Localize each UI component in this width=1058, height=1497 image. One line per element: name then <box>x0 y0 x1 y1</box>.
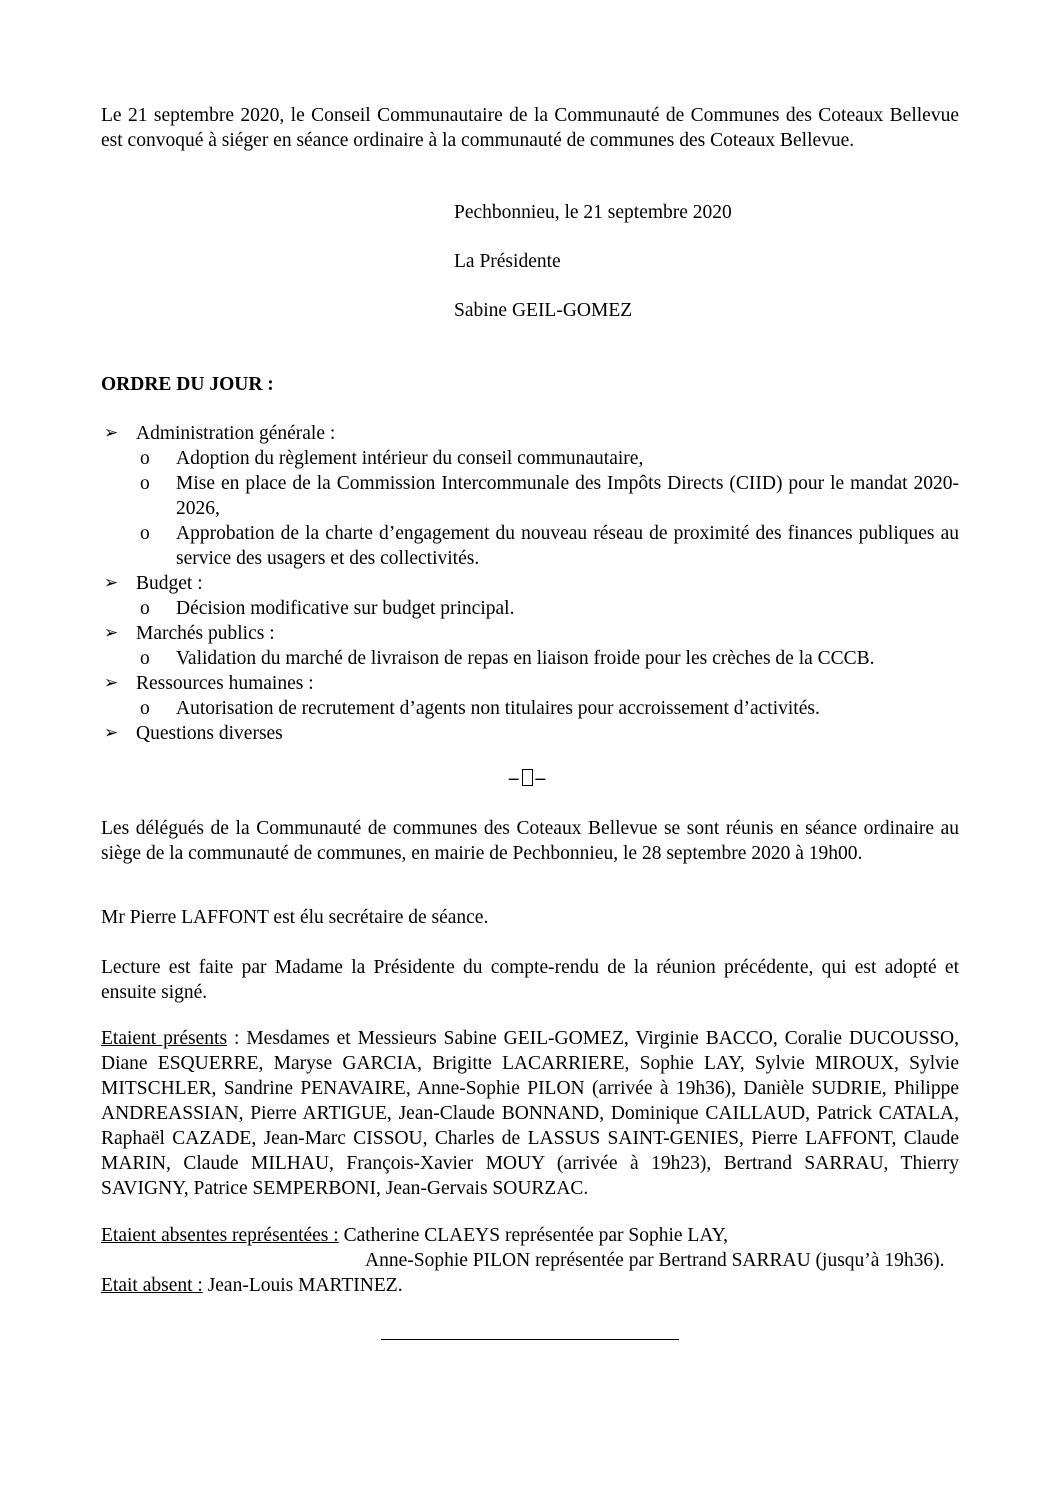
signature-name: Sabine GEIL-GOMEZ <box>454 300 633 321</box>
absent-represented-2: Anne-Sophie PILON représentée par Bertrand SARRAU (jusqu’à 19h36). <box>365 1250 945 1271</box>
agenda-sublist <box>136 446 959 571</box>
present-label: Etaient présents <box>101 1028 228 1049</box>
agenda-item-text: Mise en place de la Commission Intercommunale des Impôts Directs (CIID) pour le mandat 2020-2026, <box>176 473 959 519</box>
present-list: : Mesdames et Messieurs Sabine GEIL-GOMEZ, Virginie BACCO, Coralie DUCOUSSO, Diane ESQUERRE, Maryse GARCIA, Brigitte LACARRIERE, Sophie LAY, Sylvie MIROUX, Sylvie MITSCHLER, Sandrine PENAVAIRE, Anne-Sophie PILON (arrivée à 19h36), Danièle SUDRIE, Philippe ANDREASSIAN, Pierre ARTIGUE, Jean-Claude BONNAND, Dominique CAILLAUD, Patrick CATALA, Raphaël CAZADE, Jean-Marc CISSOU, Charles de LASSUS SAINT-GENIES, Pierre LAFFONT, Claude MARIN, Claude MILHAU, François-Xavier MOUY (arrivée à 19h23), Bertrand SARRAU, Thierry SAVIGNY, Patrice SEMPERBONI, Jean-Gervais SOURZAC. <box>101 1028 960 1199</box>
closing-rule <box>381 1339 679 1340</box>
agenda-section <box>101 721 959 746</box>
arrow-bullet-icon: ➢ <box>104 423 119 443</box>
meeting-paragraph: Les délégués de la Communauté de communes des Coteaux Bellevue se sont réunis en séance ordinaire au siège de la communauté de communes, en mairie de Pechbonnieu, le 28 septembre 2020 à 19h00. <box>101 818 959 864</box>
agenda-item <box>136 446 959 471</box>
agenda-item-text: Autorisation de recrutement d’agents non titulaires pour accroissement d’activités. <box>176 698 820 719</box>
agenda-item <box>136 471 959 521</box>
signature-place-date: Pechbonnieu, le 21 septembre 2020 <box>454 202 732 223</box>
agenda-item-text: Adoption du règlement intérieur du conseil communautaire, <box>176 448 644 469</box>
agenda-sublist <box>136 596 959 621</box>
arrow-bullet-icon: ➢ <box>104 623 119 643</box>
agenda-item <box>136 596 959 621</box>
separator-dash: – <box>508 768 519 789</box>
agenda-item-text: Décision modificative sur budget principal. <box>176 598 515 619</box>
secretary-paragraph: Mr Pierre LAFFONT est élu secrétaire de séance. <box>101 907 489 928</box>
agenda-section-label: Budget : <box>136 573 203 594</box>
absent-represented-1: Catherine CLAEYS représentée par Sophie LAY, <box>338 1225 729 1246</box>
attendance-present <box>101 1026 959 1201</box>
circle-bullet-icon: o <box>140 473 150 494</box>
agenda-sublist <box>136 696 959 721</box>
missing-glyph-box-icon <box>522 769 533 786</box>
circle-bullet-icon: o <box>140 448 150 469</box>
absent-list: Jean-Louis MARTINEZ. <box>202 1275 403 1296</box>
absent-label: Etait absent : <box>101 1275 203 1296</box>
agenda-section <box>101 671 959 721</box>
arrow-bullet-icon: ➢ <box>104 723 119 743</box>
agenda-section <box>101 571 959 621</box>
agenda-item <box>136 646 959 671</box>
agenda-item-text: Approbation de la charte d’engagement du nouveau réseau de proximité des finances publiques au service des usagers et des collectivités. <box>176 523 959 569</box>
agenda-item <box>136 521 959 571</box>
arrow-bullet-icon: ➢ <box>104 673 119 693</box>
reading-paragraph: Lecture est faite par Madame la Présidente du compte-rendu de la réunion précédente, qui est adopté et ensuite signé. <box>101 957 959 1003</box>
attendance-absent-represented <box>101 1223 1001 1248</box>
signature-title: La Présidente <box>454 251 561 272</box>
circle-bullet-icon: o <box>140 598 150 619</box>
agenda-section-label: Ressources humaines : <box>136 673 314 694</box>
absent-represented-label: Etaient absentes représentées : <box>101 1225 339 1246</box>
circle-bullet-icon: o <box>140 523 150 544</box>
agenda-section-label: Questions diverses <box>136 723 283 744</box>
agenda-section <box>101 621 959 671</box>
agenda-section-label: Administration générale : <box>136 423 336 444</box>
arrow-bullet-icon: ➢ <box>104 573 119 593</box>
section-separator <box>502 766 552 791</box>
agenda-section <box>101 421 959 571</box>
circle-bullet-icon: o <box>140 648 150 669</box>
agenda-item-text: Validation du marché de livraison de repas en liaison froide pour les crèches de la CCCB. <box>176 648 875 669</box>
separator-dash: – <box>535 768 546 789</box>
circle-bullet-icon: o <box>140 698 150 719</box>
agenda-section-label: Marchés publics : <box>136 623 275 644</box>
agenda-item <box>136 696 959 721</box>
agenda-list <box>101 421 959 746</box>
convocation-paragraph: Le 21 septembre 2020, le Conseil Communautaire de la Communauté de Communes des Coteaux Bellevue est convoqué à siéger en séance ordinaire à la communauté de communes des Coteaux Bellevue. <box>101 105 959 151</box>
agenda-heading: ORDRE DU JOUR : <box>101 374 274 395</box>
agenda-sublist <box>136 646 959 671</box>
attendance-absent <box>101 1273 403 1298</box>
